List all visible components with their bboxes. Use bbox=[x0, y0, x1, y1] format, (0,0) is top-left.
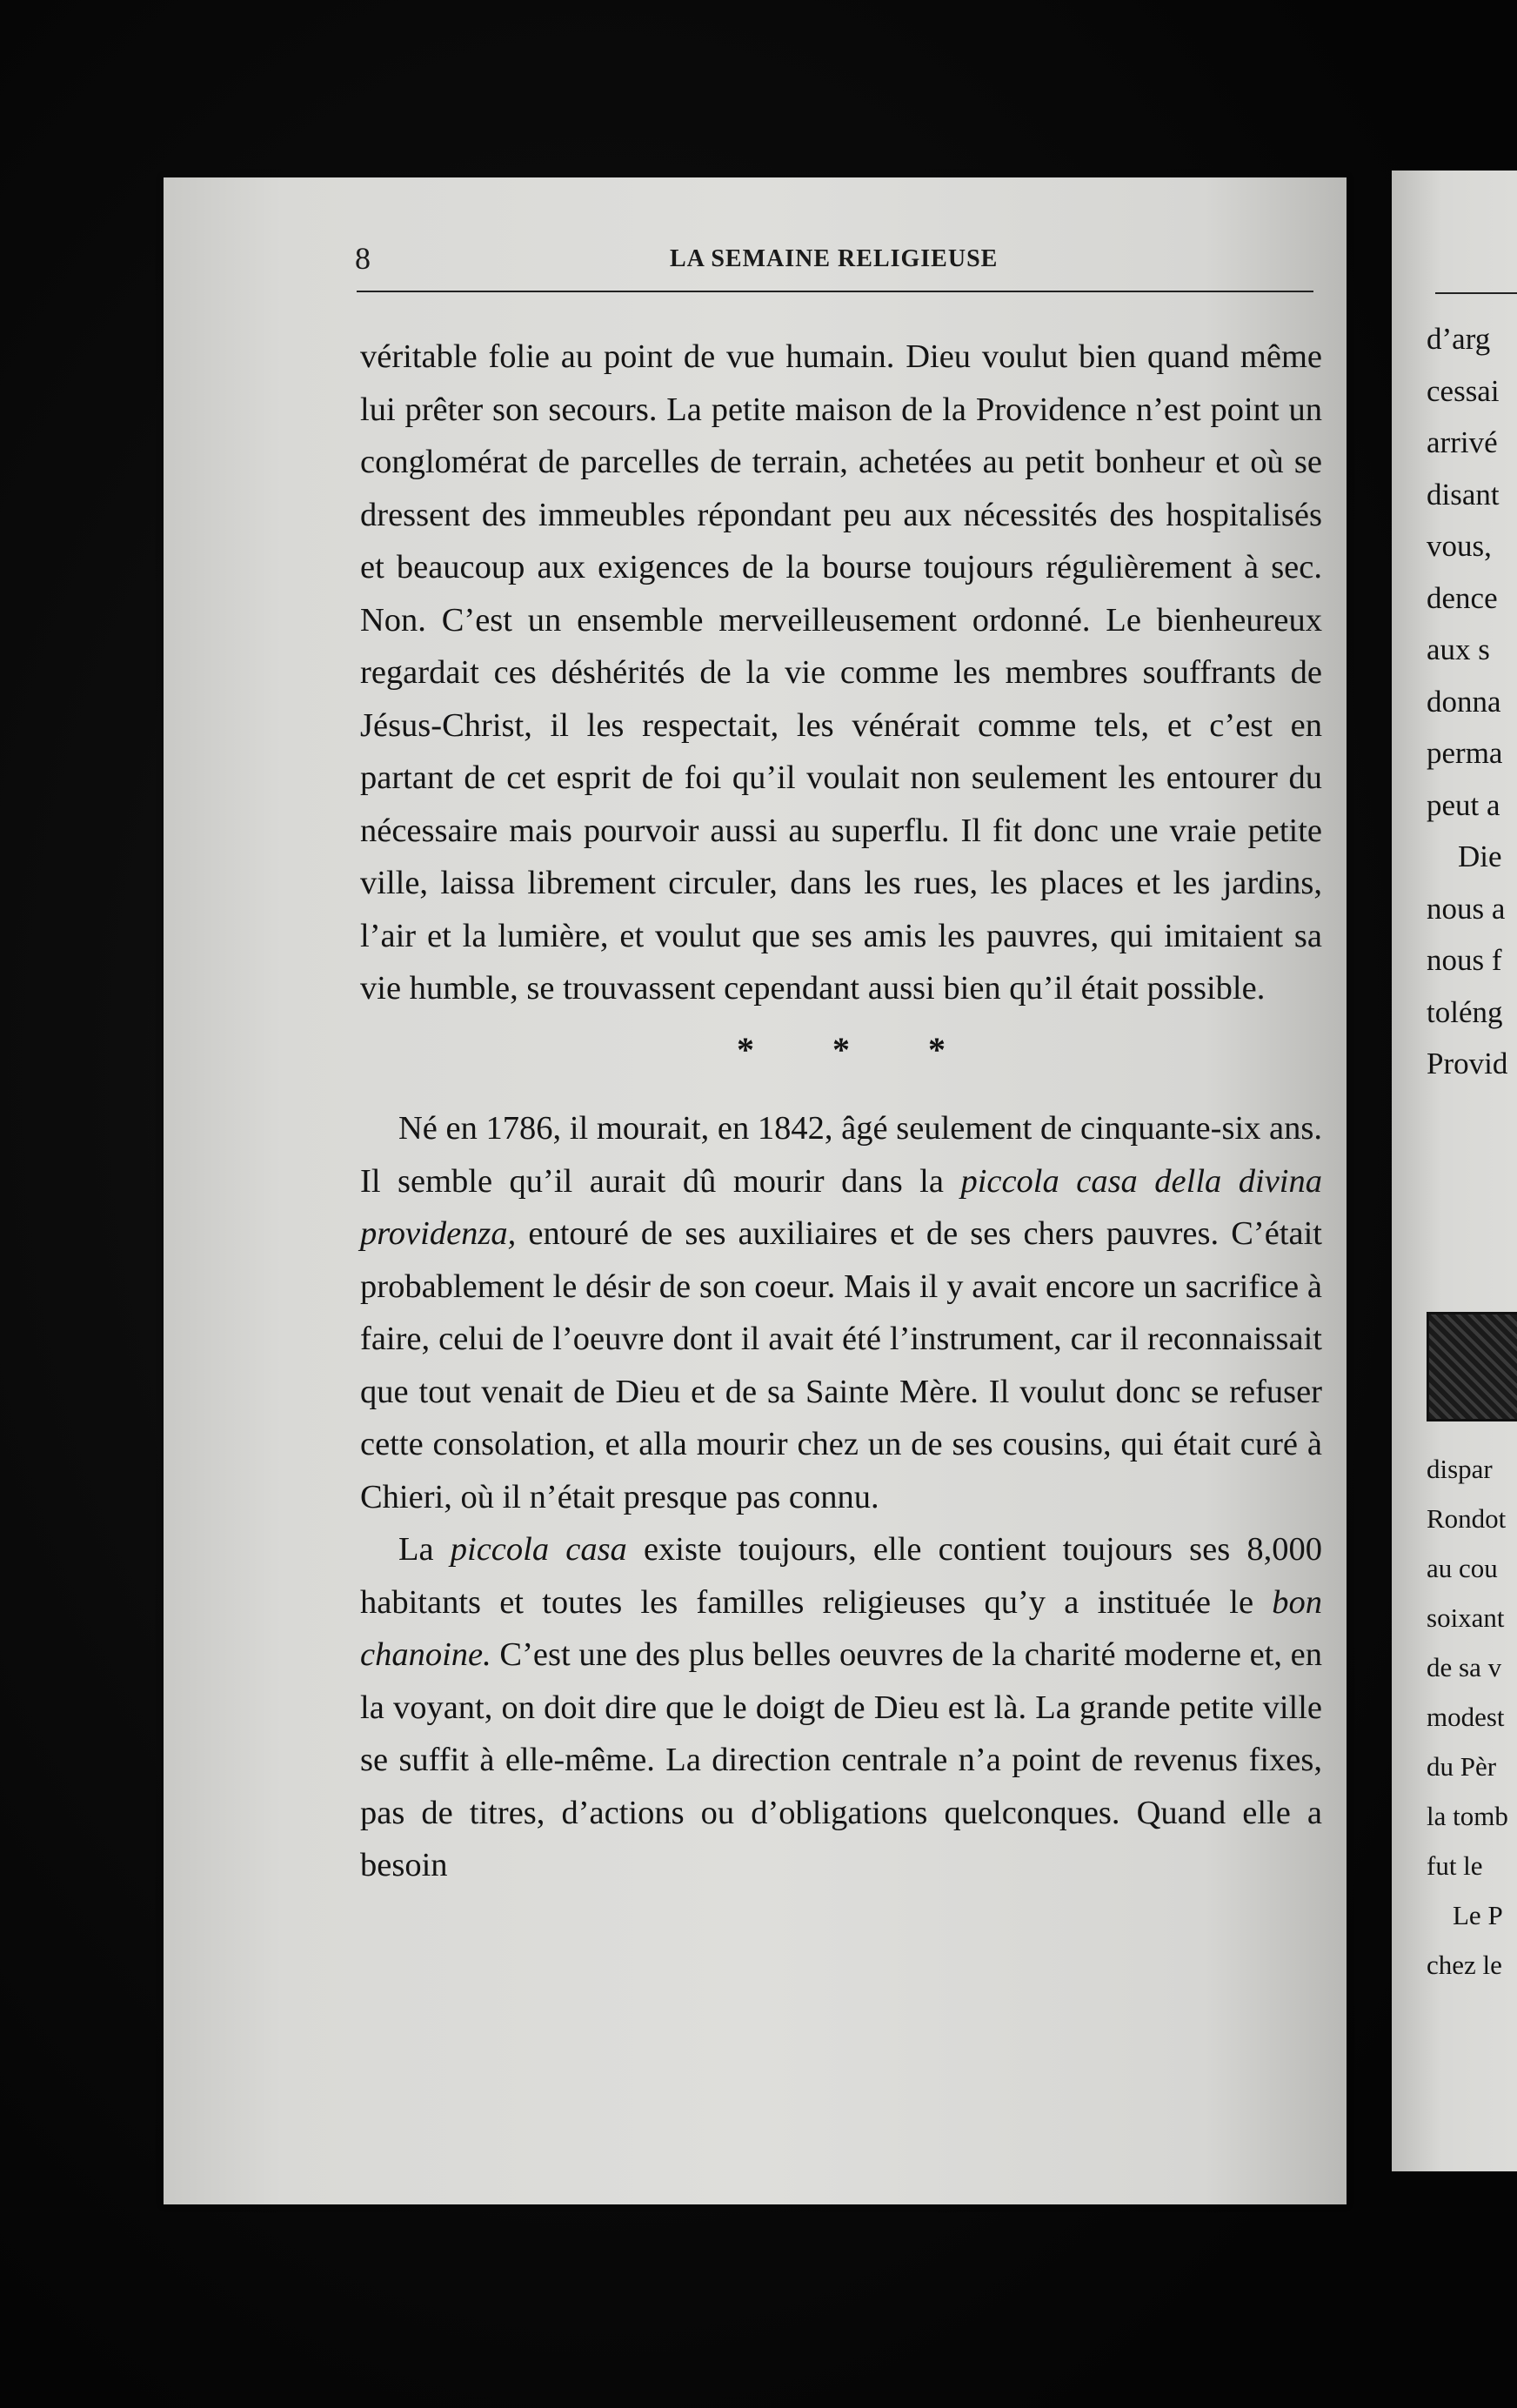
adjacent-line: nous f bbox=[1427, 943, 1502, 977]
paragraph-3-italic-2: bon chanoine. bbox=[360, 1583, 1322, 1673]
paragraph-3-italic-1: piccola casa bbox=[450, 1531, 627, 1568]
adjacent-page-text-top bbox=[1427, 313, 1517, 1090]
page-header bbox=[355, 241, 1313, 282]
adjacent-line: dispar bbox=[1427, 1454, 1493, 1484]
adjacent-line: aux s bbox=[1427, 632, 1490, 666]
adjacent-line: nous a bbox=[1427, 891, 1506, 926]
adjacent-line: au cou bbox=[1427, 1553, 1498, 1583]
adjacent-line: perma bbox=[1427, 736, 1503, 770]
adjacent-line: arrivé bbox=[1427, 425, 1498, 459]
paragraph-3-text-b: existe toujours, elle contient toujours ses 8,000 habitants et toutes les familles religieuses qu’y a instituée le bbox=[360, 1531, 1322, 1621]
paragraph-2 bbox=[360, 1102, 1322, 1523]
adjacent-line: fut le bbox=[1427, 1850, 1483, 1881]
adjacent-line: peut a bbox=[1427, 787, 1500, 822]
adjacent-line: vous, bbox=[1427, 529, 1492, 563]
adjacent-line: Provid bbox=[1427, 1047, 1508, 1080]
header-rule bbox=[357, 291, 1313, 292]
adjacent-line: dence bbox=[1427, 580, 1498, 615]
adjacent-line: du Pèr bbox=[1427, 1751, 1497, 1782]
adjacent-line: cessai bbox=[1427, 373, 1500, 408]
adjacent-line: la tomb bbox=[1427, 1801, 1508, 1831]
adjacent-page-text-bottom bbox=[1427, 1444, 1517, 1990]
paragraph-3-text-a: La bbox=[398, 1531, 451, 1568]
page-number: 8 bbox=[355, 241, 371, 276]
running-head: LA SEMAINE RELIGIEUSE bbox=[670, 245, 999, 272]
paragraph-3 bbox=[360, 1523, 1322, 1892]
adjacent-header-rule bbox=[1435, 292, 1517, 294]
paragraph-2-italic: piccola casa della divina providenza, bbox=[360, 1162, 1322, 1252]
adjacent-line: soixant bbox=[1427, 1602, 1505, 1633]
body-text bbox=[360, 331, 1322, 1892]
adjacent-line: d’arg bbox=[1427, 322, 1491, 356]
adjacent-line: donna bbox=[1427, 684, 1501, 719]
adjacent-line: disant bbox=[1427, 477, 1500, 512]
paragraph-2-text-b: entouré de ses auxiliaires et de ses chers pauvres. C’était probablement le désir de son coeur. Mais il y avait encore un sacrifice à faire, celui de l’oeuvre dont il avait été l’instrument, car il reconnaissait que tout venait de Dieu et de sa Sainte Mère. Il voulut donc se refuser cette consolation, et alla mourir chez un de ses cousins, qui était curé à Chieri, où il n’était presque pas connu. bbox=[360, 1215, 1322, 1515]
adjacent-line: de sa v bbox=[1427, 1652, 1502, 1682]
adjacent-line: Rondot bbox=[1427, 1503, 1507, 1534]
paragraph-2-text-a: Né en 1786, il mourait, en 1842, âgé seulement de cinquante-six ans. Il semble qu’il aurait dû mourir dans la bbox=[360, 1110, 1322, 1200]
adjacent-line: Le P bbox=[1453, 1900, 1503, 1930]
paragraph-1: véritable folie au point de vue humain. Dieu voulut bien quand même lui prêter son secours. La petite maison de la Providence n’est point un conglomérat de parcelles de terrain, achetées au petit bonheur et où se dressent des immeubles répondant peu aux nécessités des hospitalisés et beaucoup aux exigences de la bourse toujours régulièrement à sec. Non. C’est un ensemble merveilleusement ordonné. Le bienheureux regardait ces déshérités de la vie comme les membres souffrants de Jésus-Christ, il les respectait, les vénérait comme tels, et c’est en partant de cet esprit de foi qu’il voulait non seulement les entourer du nécessaire mais pourvoir aussi au superflu. Il fit donc une vraie petite ville, laissa librement circuler, dans les rues, les places et les jardins, l’air et la lumière, et voulut que ses amis les pauvres, qui imitaient sa vie humble, se trouvassent cependant aussi bien qu’il était possible. bbox=[360, 338, 1322, 1007]
adjacent-line: toléng bbox=[1427, 994, 1503, 1029]
section-separator: * * * bbox=[737, 1029, 980, 1069]
adjacent-line: modest bbox=[1427, 1702, 1505, 1732]
paragraph-3-text-c: C’est une des plus belles oeuvres de la charité moderne et, en la voyant, on doit dire que le doigt de Dieu est là. La grande petite ville se suffit à elle-même. La direction centrale n’a point de revenus fixes, pas de titres, d’actions ou d’obligations quelconques. Quand elle a besoin bbox=[360, 1636, 1322, 1883]
adjacent-line: chez le bbox=[1427, 1950, 1502, 1980]
ornamental-dropcap bbox=[1427, 1312, 1517, 1421]
adjacent-line: Die bbox=[1458, 839, 1502, 873]
